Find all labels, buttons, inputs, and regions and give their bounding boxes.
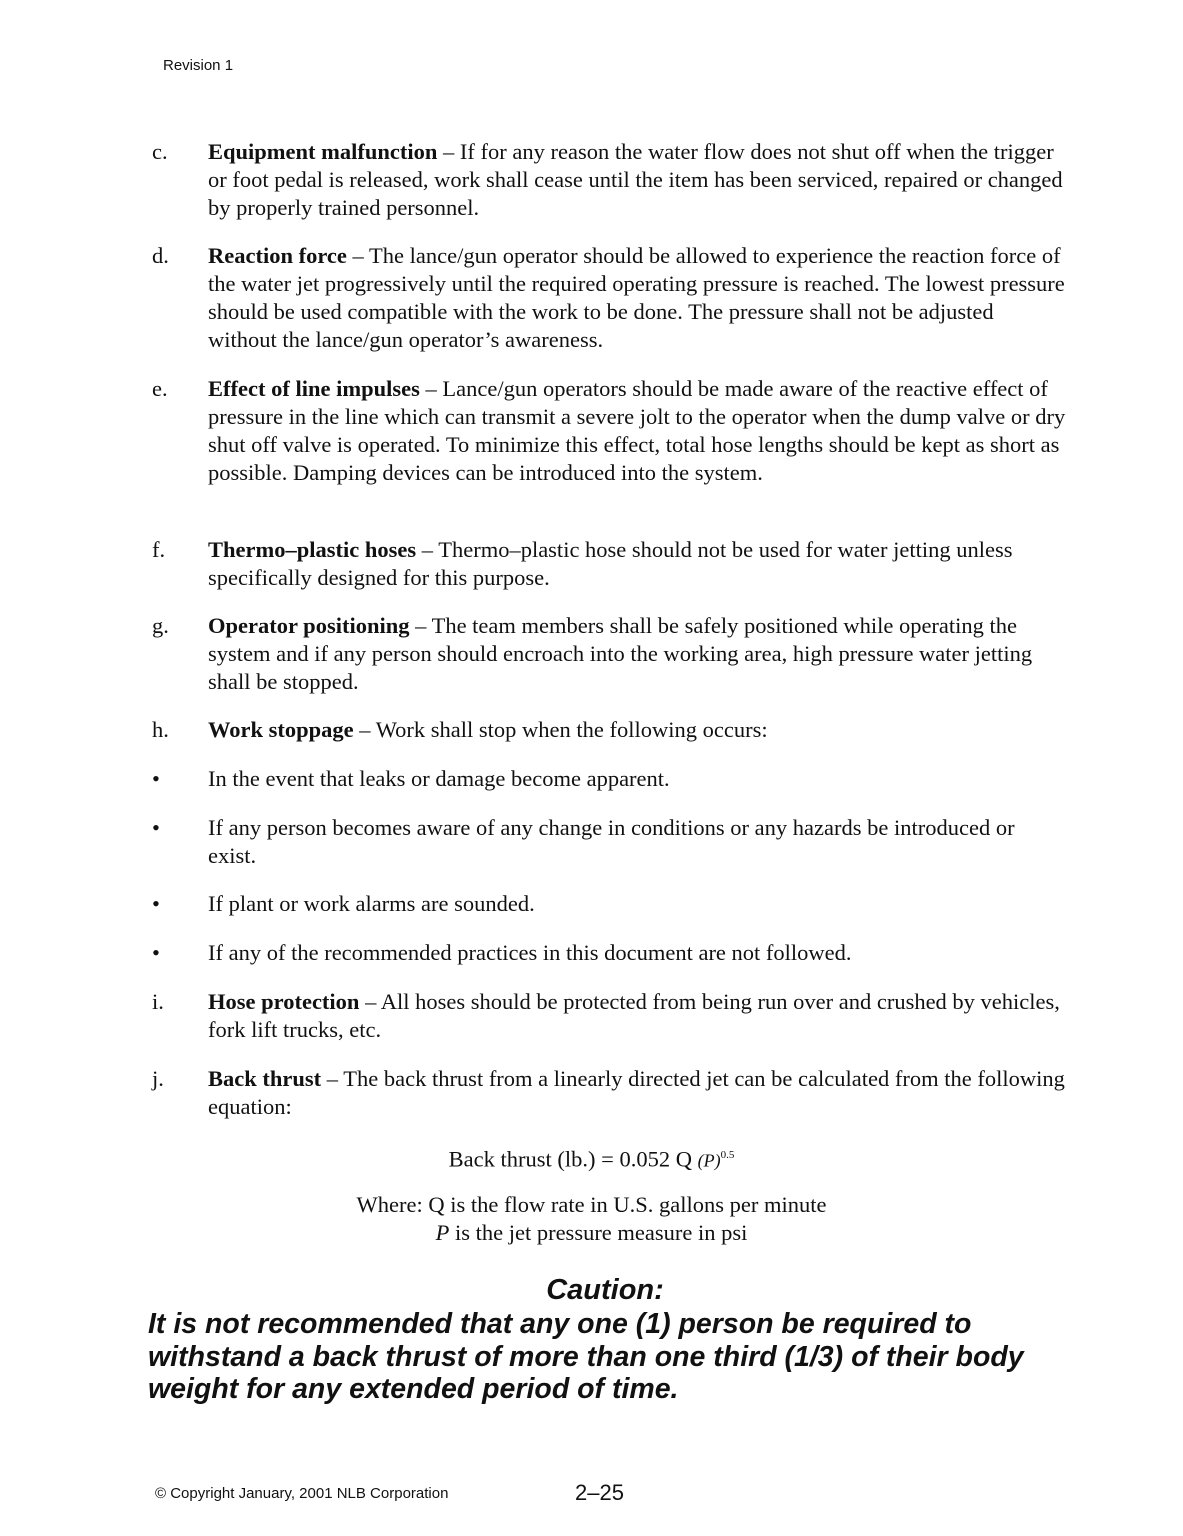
bullet-item [152,814,1067,870]
item-text: If for any reason the water flow does not shut off when the trigger or foot pedal is released, work shall cease until the item has been serviced, repaired or changed by properly trained personnel. [208,139,1063,220]
caution-text: It is not recommended that any one (1) person be required to withstand a back thrust of more than one third (1/3) of their body weight for any extended period of time. [148,1308,1024,1405]
item-marker: f. [152,537,166,562]
item-text: The lance/gun operator should be allowed to experience the reaction force of the water jet progressively until the required operating pressure is reached. The lowest pressure should be used compatible with the work to be done. The pressure shall not be adjusted without the lance/gun operator’s awareness. [208,243,1065,352]
item-marker: j. [152,1066,164,1091]
item-text: In the event that leaks or damage become apparent. [208,766,670,791]
item-text: If any person becomes aware of any change in conditions or any hazards be introduced or exist. [208,815,1015,868]
bullet-marker: • [152,766,160,791]
list-item-equipment-malfunction [152,138,1067,222]
item-marker: i. [152,989,164,1014]
bullet-item [152,765,1067,793]
item-text: Lance/gun operators should be made aware of the reactive effect of pressure in the line which can transmit a severe jolt to the operator when the dump valve or dry shut off valve is operated. To minimize this effect, total hose lengths should be kept as short as possible. Damping devices can be introduced into the system. [208,376,1066,485]
equation-where-line-2 [0,1219,1183,1247]
item-separator: – [359,989,381,1014]
item-text: If any of the recommended practices in this document are not followed. [208,940,852,965]
item-separator: – [346,243,369,268]
item-marker: e. [152,376,168,401]
list-item-operator-positioning [152,612,1067,696]
equation-pressure: (P) [697,1150,721,1171]
item-marker: d. [152,243,169,268]
item-text: Work shall stop when the following occurs: [375,717,768,742]
item-marker: c. [152,139,168,164]
equation-where-line-1: Where: Q is the flow rate in U.S. gallons per minute [356,1192,827,1217]
page-number: 2–25 [575,1480,624,1505]
item-separator: – [321,1066,344,1091]
item-term: Thermo–plastic hoses [208,537,417,562]
item-marker: g. [152,613,169,638]
revision-label: Revision 1 [163,57,234,74]
bullet-marker: • [152,891,160,916]
list-item-thermo-plastic-hoses [152,536,1067,592]
item-separator: – [409,613,432,638]
item-term: Back thrust [208,1066,322,1091]
bullet-item [152,890,1067,918]
equation-exponent: 0.5 [720,1149,735,1161]
item-marker: h. [152,717,169,742]
pressure-description: is the jet pressure measure in psi [449,1220,748,1245]
bullet-marker: • [152,815,160,840]
item-term: Work stoppage [208,717,354,742]
item-text: If plant or work alarms are sounded. [208,891,535,916]
back-thrust-equation [0,1141,1183,1175]
copyright-notice: © Copyright January, 2001 NLB Corporation [155,1485,449,1502]
bullet-item [152,939,1067,967]
equation-lhs: Back thrust (lb.) = 0.052 Q [448,1146,698,1172]
item-separator: – [416,537,439,562]
item-separator: – [353,717,376,742]
item-term: Equipment malfunction [208,139,438,164]
item-text: The back thrust from a linearly directed jet can be calculated from the following equation: [208,1066,1065,1119]
item-separator: – [437,139,460,164]
pressure-variable: P [435,1220,450,1245]
list-item-line-impulses [152,375,1067,487]
list-item-back-thrust [152,1065,1067,1121]
item-term: Hose protection [208,989,360,1014]
item-text: Thermo–plastic hose should not be used for water jetting unless specifically designed for this purpose. [208,537,1013,590]
item-term: Effect of line impulses [208,376,420,401]
list-item-reaction-force [152,242,1067,354]
list-item-hose-protection [152,988,1067,1044]
item-term: Operator positioning [208,613,410,638]
item-term: Reaction force [208,243,347,268]
list-item-work-stoppage [152,716,1067,744]
bullet-marker: • [152,940,160,965]
caution-title: Caution: [546,1274,664,1306]
item-text: All hoses should be protected from being run over and crushed by vehicles, fork lift trucks, etc. [208,989,1060,1042]
item-separator: – [419,376,443,401]
item-text: The team members shall be safely positioned while operating the system and if any person should encroach into the working area, high pressure water jetting shall be stopped. [208,613,1033,694]
